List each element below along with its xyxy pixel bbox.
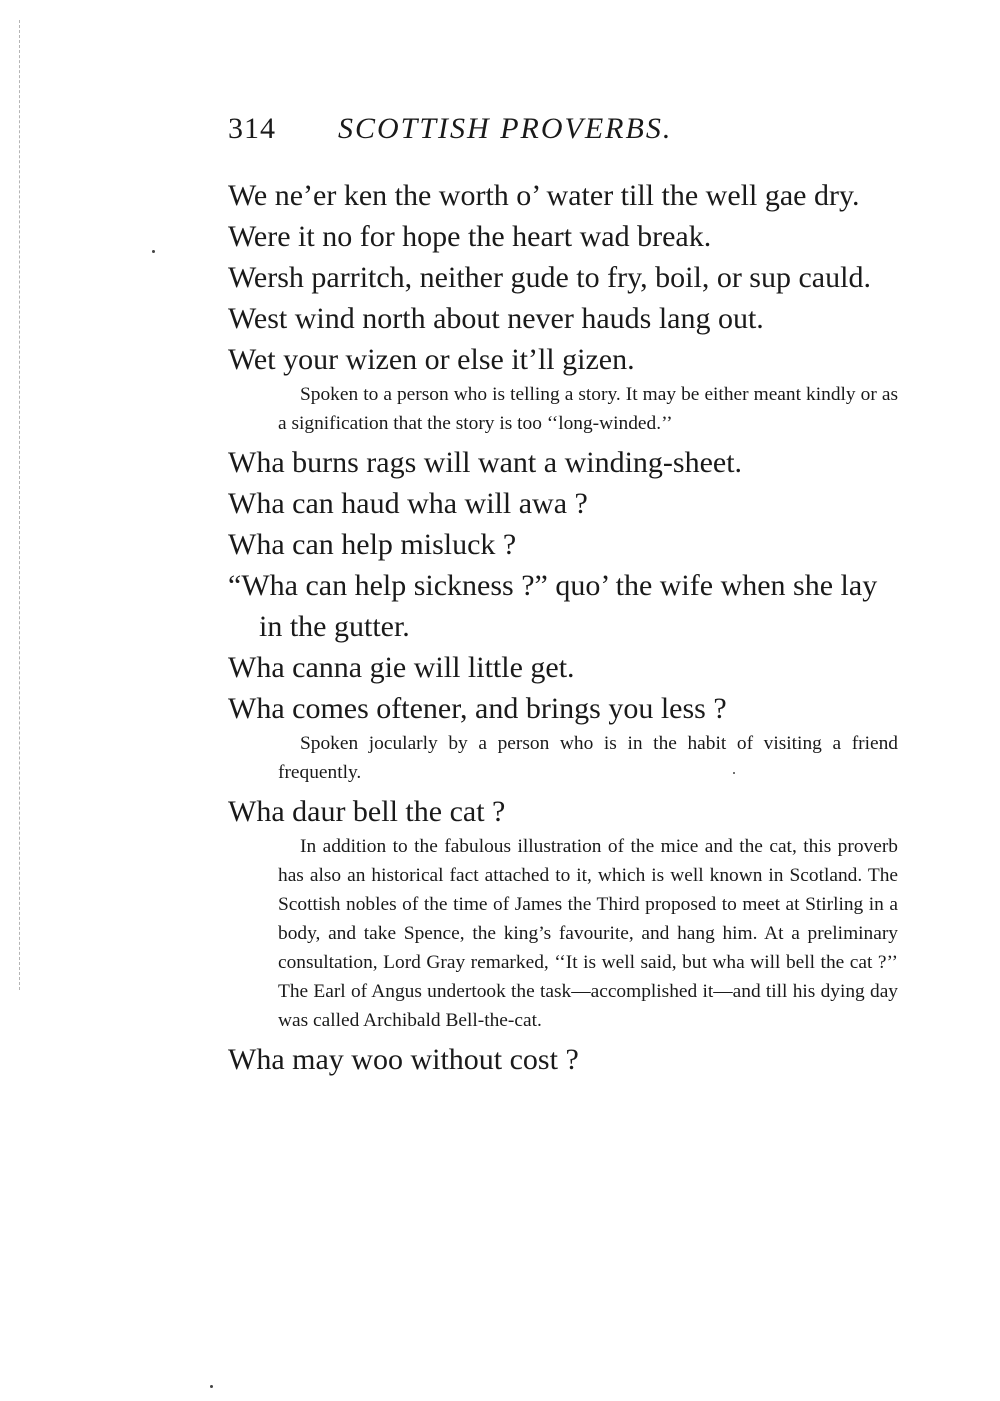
proverb-text: We ne’er ken the worth o’ water till the well gae dry.: [228, 179, 860, 212]
proverb-entry: [228, 216, 898, 257]
proverb-entry: [228, 298, 898, 339]
proverb-text: Were it no for hope the heart wad break.: [228, 220, 712, 253]
proverb-note: Spoken to a person who is telling a story. It may be either meant kindly or as a signification that the story is too ‘‘long-winded.’’: [278, 384, 898, 434]
running-title: SCOTTISH PROVERBS.: [338, 112, 673, 145]
proverb-text: Wersh parritch, neither gude to fry, boil, or sup cauld.: [228, 261, 871, 294]
page-number: 314: [228, 112, 276, 145]
proverb-text: Wha may woo without cost ?: [228, 1043, 579, 1076]
proverb-entry: [228, 257, 898, 298]
proverb-text: Wha burns rags will want a winding-sheet.: [228, 446, 743, 479]
proverb-entry: [228, 175, 898, 216]
proverb-text: Wha comes oftener, and brings you less ?: [228, 692, 727, 725]
proverb-text: Wet your wizen or else it’ll gizen.: [228, 343, 635, 376]
proverb-entry: [228, 647, 898, 688]
proverb-note: Spoken jocularly by a person who is in the habit of visiting a friend frequently.: [278, 733, 898, 783]
proverb-entry: [228, 339, 898, 438]
scan-speck: [152, 250, 155, 253]
page-header: [228, 112, 908, 146]
proverb-text: Wha can help misluck ?: [228, 528, 517, 561]
proverb-text: Wha canna gie will little get.: [228, 651, 575, 684]
proverb-text: West wind north about never hauds lang out.: [228, 302, 764, 335]
proverb-entry: [228, 483, 898, 524]
scan-gutter-line: [19, 20, 21, 990]
proverb-text: Wha daur bell the cat ?: [228, 795, 506, 828]
proverb-entry: [228, 565, 898, 647]
proverb-note: In addition to the fabulous illustration of the mice and the cat, this proverb has also an historical fact attached to it, which is well known in Scotland. The Scottish nobles of the time of James the Third proposed to meet at Stirling in a body, and take Spence, the king’s favourite, and hang him. At a preliminary consultation, Lord Gray remarked, ‘‘It is well said, but wha will bell the cat ?’’ The Earl of Angus undertook the task—accomplished it—and till his dying day was called Archibald Bell-the-cat.: [278, 836, 898, 1031]
proverb-entry: [228, 791, 898, 1035]
proverb-entry: [228, 524, 898, 565]
proverb-entry: [228, 442, 898, 483]
proverb-entry: [228, 1039, 898, 1080]
proverb-text: Wha can haud wha will awa ?: [228, 487, 588, 520]
proverb-entry: [228, 688, 898, 787]
proverb-text: “Wha can help sickness ?” quo’ the wife when she lay in the gutter.: [228, 569, 878, 643]
proverb-list: [228, 175, 898, 1080]
scan-speck: [210, 1385, 213, 1388]
